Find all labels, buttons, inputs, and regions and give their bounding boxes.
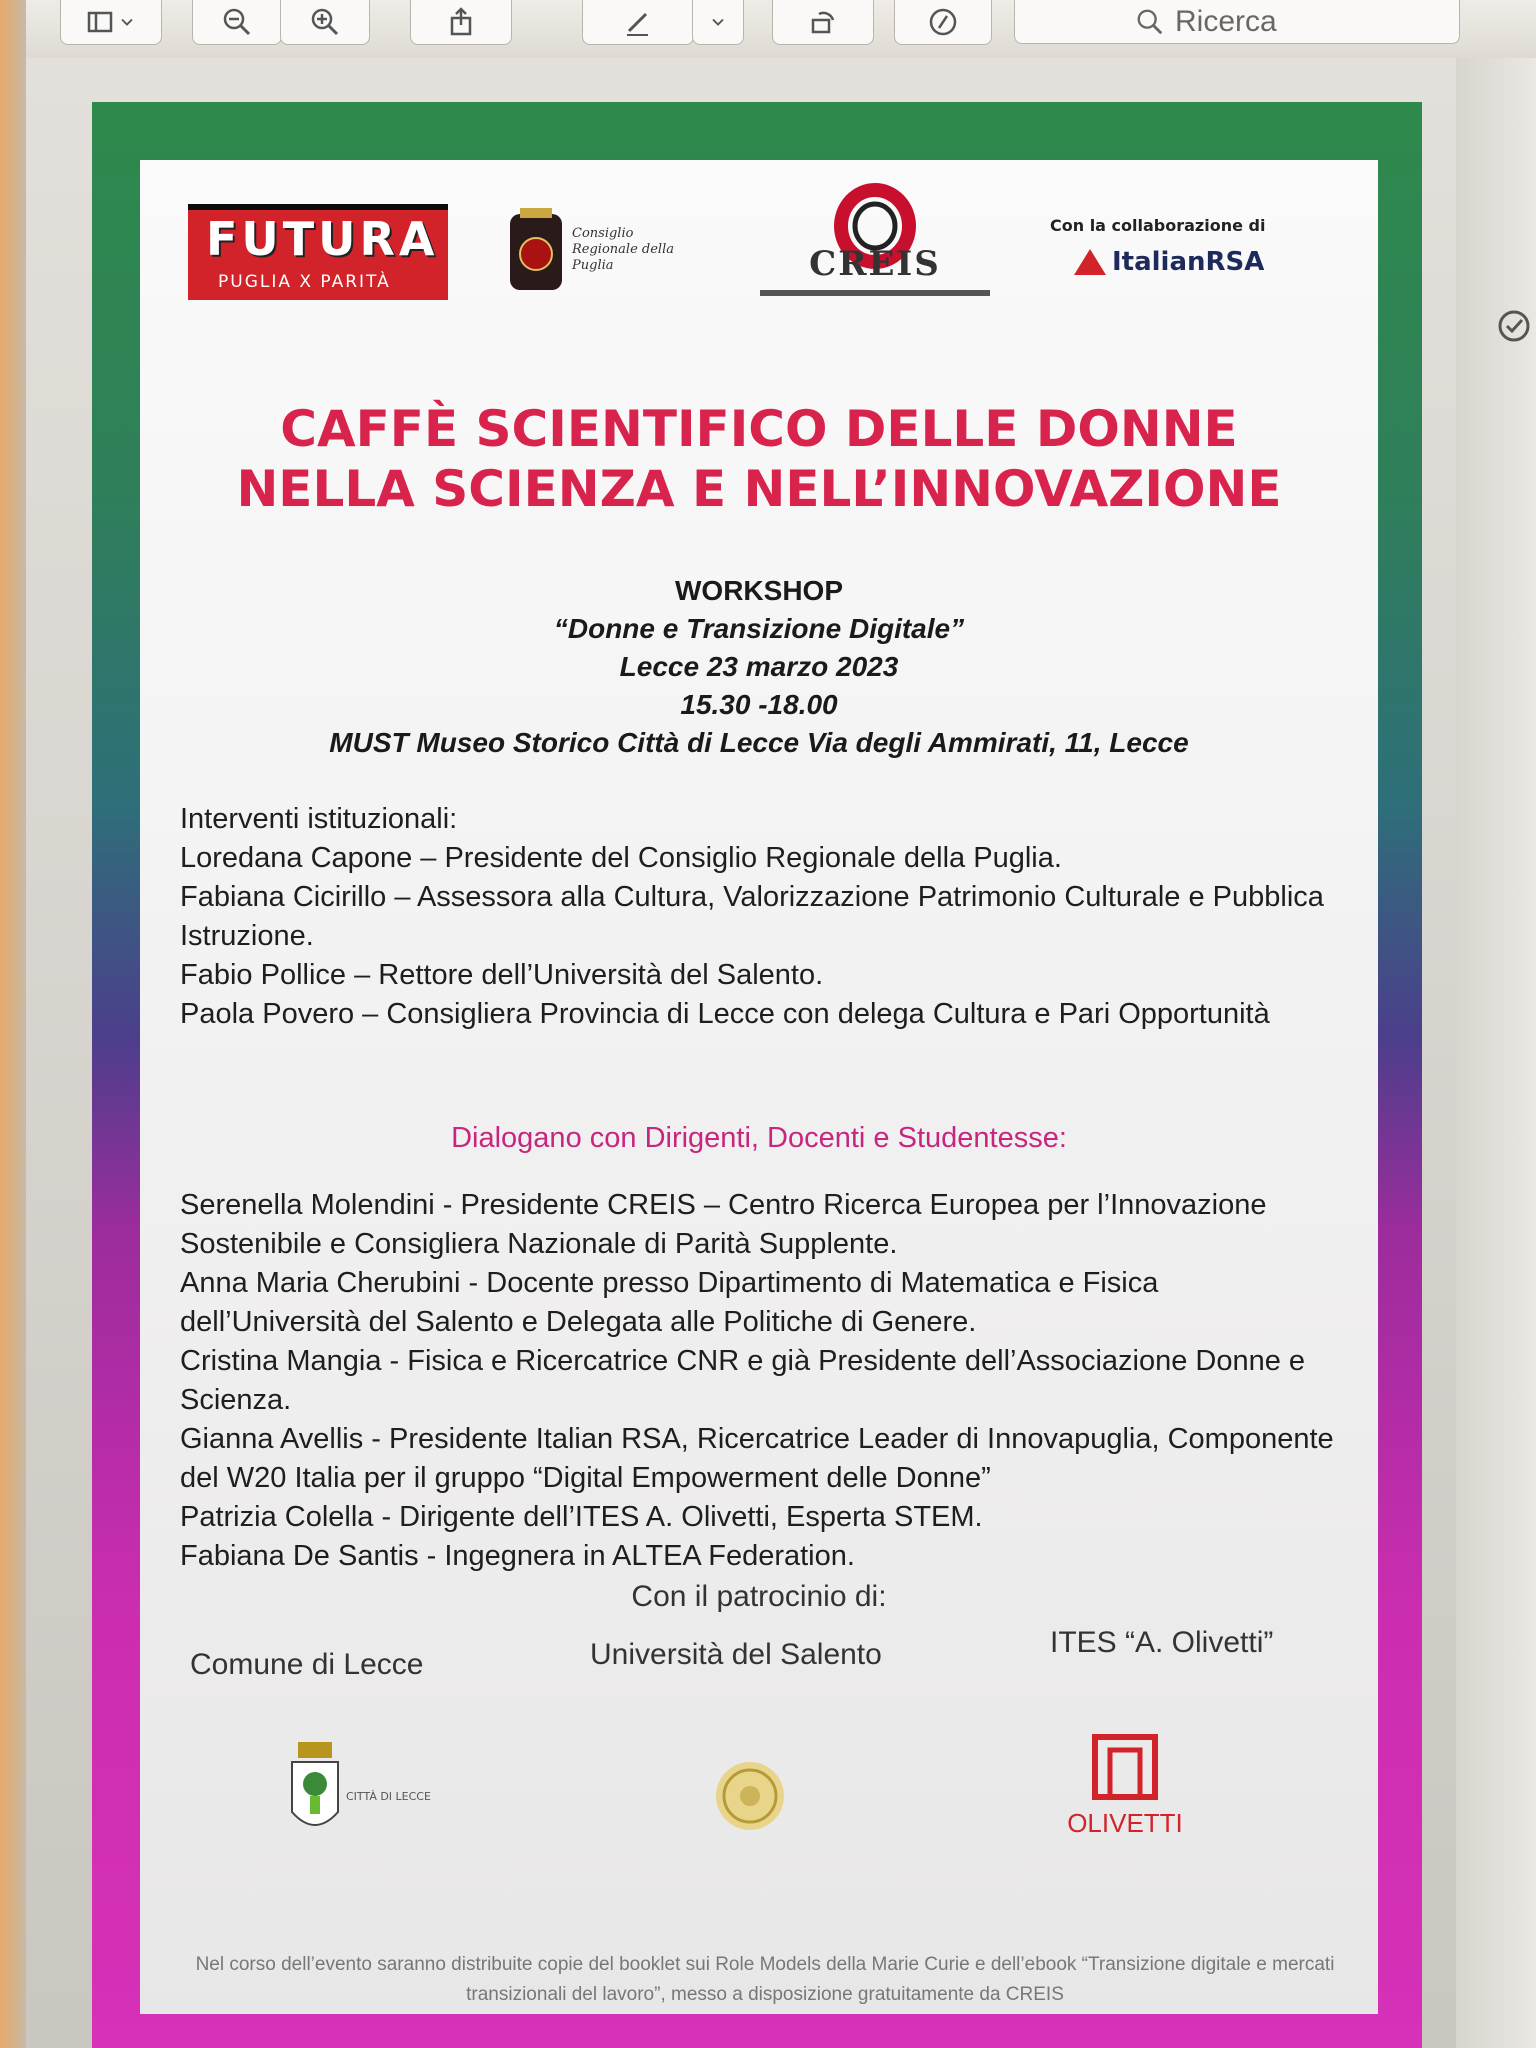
document-page	[92, 102, 1422, 2048]
workshop-date: Lecce 23 marzo 2023	[619, 651, 899, 682]
rotate-button[interactable]	[772, 0, 874, 45]
workshop-time: 15.30 -18.00	[680, 689, 838, 720]
olivetti-logo	[1060, 1732, 1190, 1852]
rsa-triangle-icon	[1074, 249, 1106, 275]
dialog-heading: Dialogano con Dirigenti, Docenti e Studentesse:	[451, 1122, 1067, 1154]
sidebar-icon	[85, 6, 117, 38]
futura-logo-title: FUTURA	[206, 212, 439, 266]
share-icon	[445, 6, 477, 38]
list-item: Paola Povero – Consigliera Provincia di Lecce con delega Cultura e Pari Opportunità	[180, 998, 1270, 1030]
creis-logo-rule	[760, 290, 990, 296]
list-item: Serenella Molendini - Presidente CREIS – Centro Ricerca Europea per l’Innovazione Sostenibile e Consigliera Nazionale di Parità Supplente.	[180, 1189, 1267, 1260]
search-icon	[1135, 7, 1165, 37]
workshop-venue: MUST Museo Storico Città di Lecce Via degli Ammirati, 11, Lecce	[329, 727, 1189, 758]
share-button[interactable]	[410, 0, 512, 45]
patrocinio-heading: Con il patrocinio di:	[631, 1580, 887, 1613]
search-placeholder: Ricerca	[1175, 4, 1277, 38]
annotate-button[interactable]	[894, 0, 992, 45]
sidebar-toggle-button[interactable]	[60, 0, 162, 45]
markup-menu-button[interactable]	[692, 0, 744, 45]
universita-salento-seal-icon	[710, 1756, 790, 1836]
poster-content	[140, 160, 1378, 2014]
creis-logo	[750, 184, 1000, 314]
institutional-heading: Interventi istituzionali:	[180, 803, 458, 835]
right-panel	[1456, 58, 1536, 2048]
chevron-down-icon	[117, 6, 137, 38]
futura-logo	[188, 204, 448, 300]
pen-icon	[622, 6, 654, 38]
document-viewer	[26, 58, 1456, 2048]
zoom-in-icon	[309, 6, 341, 38]
workshop-subtitle: “Donne e Transizione Digitale”	[553, 613, 965, 644]
collaboration-logo	[1050, 216, 1280, 277]
footer-note: Nel corso dell’evento saranno distribuite copie del booklet sui Role Models della Marie Curie e dell’ebook “Transizione digitale e mercati transizionali del lavoro”, messo a disposizione gratuitamente da CREIS	[195, 1954, 1335, 2005]
markup-button[interactable]	[582, 0, 694, 45]
zoom-in-button[interactable]	[280, 0, 370, 45]
sponsor-comune-label: Comune di Lecce	[190, 1648, 424, 1681]
list-item: Fabiana De Santis - Ingegnera in ALTEA Federation.	[180, 1540, 855, 1572]
list-item: Cristina Mangia - Fisica e Ricercatrice CNR e già Presidente dell’Associazione Donne e Scienza.	[180, 1345, 1306, 1416]
sponsor-universita-label: Università del Salento	[590, 1638, 882, 1671]
workshop-info	[140, 572, 1378, 762]
checkmark-icon[interactable]	[1496, 308, 1532, 344]
italianrsa-logo	[1074, 247, 1280, 277]
italianrsa-logo-text: ItalianRSA	[1112, 247, 1265, 277]
desk-edge	[0, 0, 26, 2048]
list-item: Fabio Pollice – Rettore dell’Università del Salento.	[180, 959, 824, 991]
poster-title-line-1: CAFFÈ SCIENTIFICO DELLE DONNE	[280, 400, 1238, 458]
list-item: Gianna Avellis - Presidente Italian RSA, Ricercatrice Leader di Innovapuglia, Componente del W20 Italia per il gruppo “Digital Empowerment delle Donne”	[180, 1423, 1334, 1494]
olivetti-logo-text: OLIVETTI	[1067, 1808, 1183, 1838]
futura-logo-subtitle: PUGLIA X PARITÀ	[218, 272, 391, 292]
comune-logo-text: CITTÀ DI LECCE	[346, 1790, 431, 1803]
list-item: Patrizia Colella - Dirigente dell’ITES A. Olivetti, Esperta STEM.	[180, 1501, 983, 1533]
chevron-down-icon	[708, 6, 728, 38]
workshop-label: WORKSHOP	[675, 575, 843, 606]
speaker-list	[180, 1186, 1340, 1576]
list-item: Anna Maria Cherubini - Docente presso Dipartimento di Matematica e Fisica dell’Università del Salento e Delegata alle Politiche di Genere.	[180, 1267, 1159, 1338]
rotate-icon	[807, 6, 839, 38]
viewer-toolbar	[26, 0, 1536, 59]
comune-lecce-coat-of-arms-icon	[270, 1740, 431, 1860]
poster-title-line-2: NELLA SCIENZA E NELL’INNOVAZIONE	[236, 460, 1282, 518]
institutional-speakers	[180, 800, 1340, 1034]
list-item: Fabiana Cicirillo – Assessora alla Cultura, Valorizzazione Patrimonio Culturale e Pubblica Istruzione.	[180, 881, 1324, 952]
regional-emblem-icon	[506, 204, 566, 294]
consiglio-logo-text: Consiglio Regionale della Puglia	[572, 226, 674, 273]
list-item: Loredana Capone – Presidente del Consiglio Regionale della Puglia.	[180, 842, 1062, 874]
zoom-out-icon	[221, 6, 253, 38]
olivetti-building-icon	[1090, 1732, 1160, 1802]
creis-logo-word: CREIS	[809, 244, 941, 284]
zoom-out-button[interactable]	[192, 0, 282, 45]
collaboration-label: Con la collaborazione di	[1050, 216, 1266, 235]
consiglio-logo	[506, 204, 682, 300]
markup-circle-icon	[927, 6, 959, 38]
search-field[interactable]	[1014, 0, 1460, 44]
sponsor-ites-label: ITES “A. Olivetti”	[1050, 1626, 1274, 1659]
